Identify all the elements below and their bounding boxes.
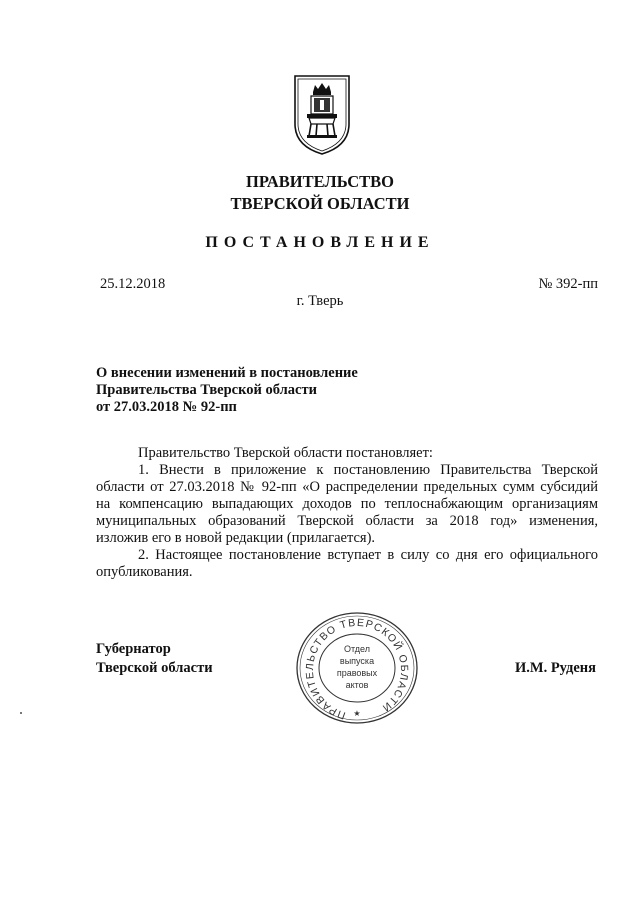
subject-line: О внесении изменений в постановление bbox=[96, 365, 358, 381]
body-line: муниципальных образований Тверской области за 2018 год» изменения, bbox=[96, 513, 598, 529]
signer-name: И.М. Руденя bbox=[514, 660, 596, 676]
document-date: 25.12.2018 bbox=[100, 276, 166, 292]
document-city: г. Тверь bbox=[296, 293, 344, 309]
stamp-star-icon: ★ bbox=[353, 709, 361, 718]
stamp-center-line: правовых bbox=[336, 668, 378, 678]
stamp-center-line: актов bbox=[345, 680, 369, 690]
body-line: области от 27.03.2018 № 92-пп «О распределении предельных сумм субсидий bbox=[96, 479, 598, 495]
body-intro: Правительство Тверской области постановляет: bbox=[138, 445, 433, 461]
coat-of-arms-icon bbox=[291, 72, 353, 156]
official-stamp bbox=[291, 608, 423, 728]
body-line: 1. Внести в приложение к постановлению Правительства Тверской bbox=[138, 462, 598, 478]
signer-position-line2: Тверской области bbox=[96, 660, 213, 676]
subject-line: от 27.03.2018 № 92-пп bbox=[96, 399, 237, 415]
document-subject bbox=[96, 365, 358, 416]
subject-line: Правительства Тверской области bbox=[96, 382, 317, 398]
document-type: ПОСТАНОВЛЕНИЕ bbox=[205, 234, 435, 251]
scan-speck bbox=[20, 712, 22, 714]
body-line: опубликования. bbox=[96, 564, 193, 580]
body-line: изложив его в новой редакции (прилагается). bbox=[96, 530, 376, 546]
signer-position-line1: Губернатор bbox=[96, 641, 171, 657]
body-line: на компенсацию выпадающих доходов по теплоснабжающим организациям bbox=[96, 496, 598, 512]
document-body bbox=[96, 445, 598, 581]
org-name-line1: ПРАВИТЕЛЬСТВО bbox=[246, 172, 394, 191]
stamp-center-line: выпуска bbox=[339, 656, 375, 666]
stamp-center-line: Отдел bbox=[343, 644, 371, 654]
body-item-1 bbox=[96, 462, 598, 547]
document-number: № 392-пп bbox=[538, 276, 598, 292]
body-item-2 bbox=[96, 547, 598, 581]
org-name-line2: ТВЕРСКОЙ ОБЛАСТИ bbox=[230, 194, 410, 213]
stamp-ring-text: ПРАВИТЕЛЬСТВО ТВЕРСКОЙ ОБЛАСТИ bbox=[303, 616, 411, 722]
body-line: 2. Настоящее постановление вступает в силу со дня его официального bbox=[138, 547, 598, 563]
